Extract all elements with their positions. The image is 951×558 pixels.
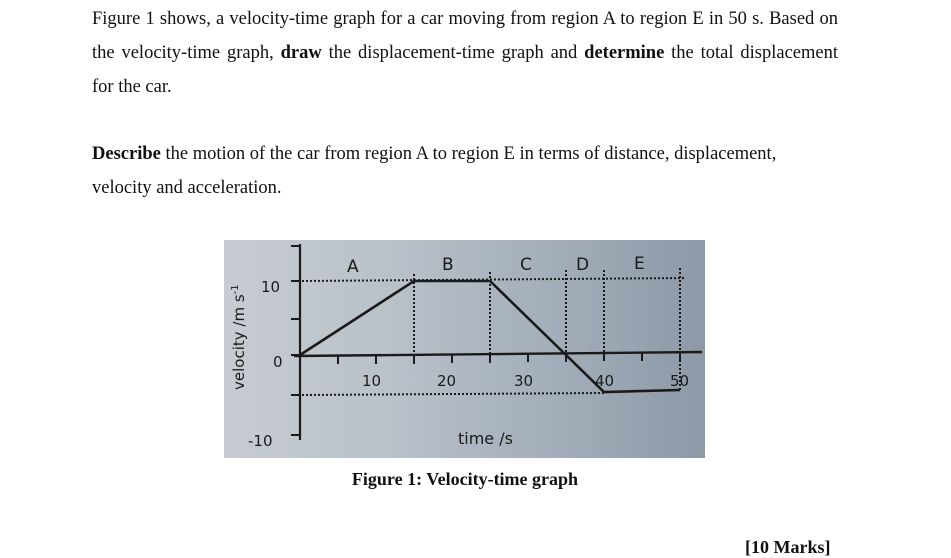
region-label-c: C <box>520 255 532 275</box>
text: the displacement-time graph and <box>321 43 585 63</box>
question-paragraph-2 <box>92 137 838 205</box>
region-label-d: D <box>576 255 590 275</box>
x-tick-10: 10 <box>362 372 382 390</box>
velocity-time-graph <box>224 240 705 458</box>
graph-svg <box>224 240 705 458</box>
region-label-a: A <box>347 257 359 277</box>
x-tick-40: 40 <box>595 372 615 390</box>
x-tick-30: 30 <box>514 372 534 390</box>
text: the total displacement for the car. <box>92 43 838 97</box>
bold-determine: determine <box>584 43 665 63</box>
x-axis <box>294 352 702 356</box>
bold-draw: draw <box>280 43 322 63</box>
y-tick-neg10: -10 <box>248 432 273 450</box>
x-tick-20: 20 <box>437 372 457 390</box>
region-label-e: E <box>634 254 645 274</box>
region-label-b: B <box>442 255 454 275</box>
y-tick-0: 0 <box>273 353 283 371</box>
y-tick-10: 10 <box>261 278 281 296</box>
bold-describe: Describe <box>92 144 161 164</box>
text: the motion of the car from region A to region E in terms of distance, displacement, velocity and acceleration. <box>92 144 777 198</box>
marks-label: [10 Marks] <box>745 537 831 557</box>
x-tick-50: 50 <box>670 372 690 390</box>
y-axis-label: velocity /m $s^{-1}$ <box>230 284 248 390</box>
text: Figure 1 shows, a velocity-time graph for a car moving from region A to region E in 50 s. Based on the velocity-time graph, <box>92 9 838 63</box>
x-axis-label: time /s <box>458 429 513 448</box>
question-paragraph-1 <box>92 2 838 104</box>
figure-caption: Figure 1: Velocity-time graph <box>351 469 579 489</box>
